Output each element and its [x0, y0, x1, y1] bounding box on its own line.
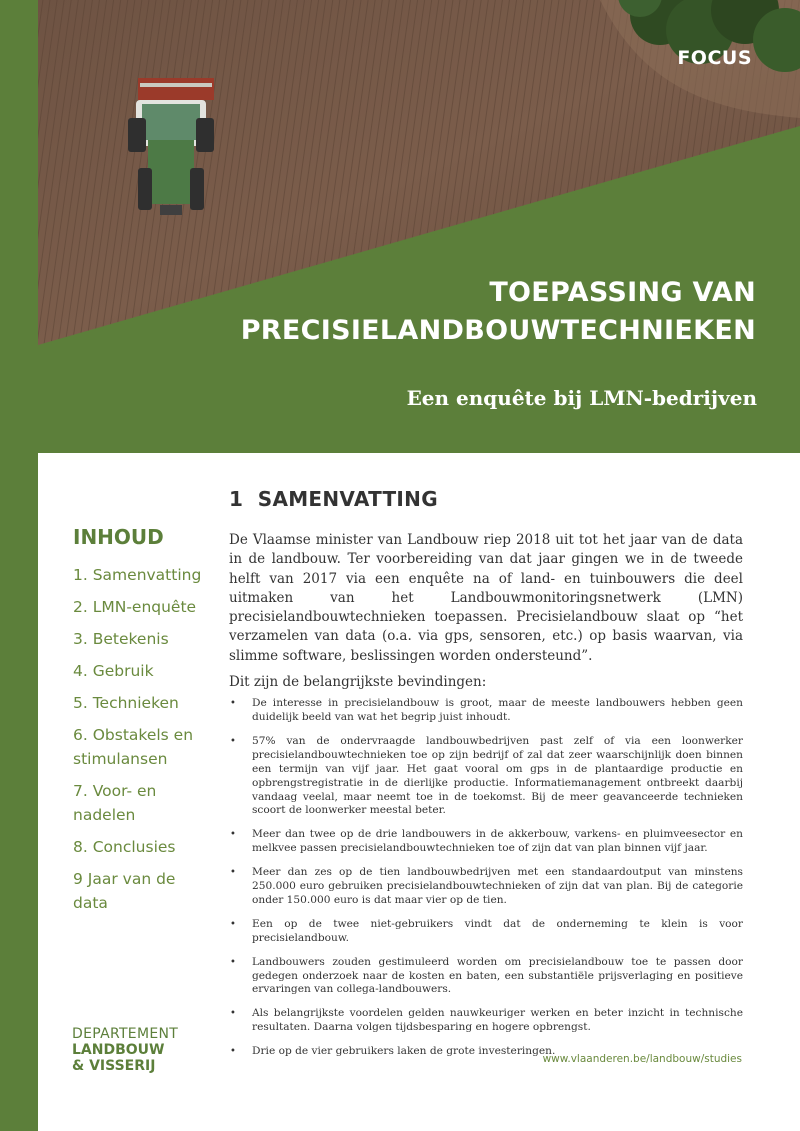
department-line-3: & VISSERIJ [72, 1058, 156, 1074]
toc-title: INHOUD [73, 525, 164, 549]
section-title: SAMENVATTING [257, 487, 438, 511]
page-subtitle: Een enquête bij LMN-bedrijven [406, 386, 757, 410]
toc-list [73, 563, 208, 915]
hero-banner [0, 0, 800, 453]
toc-item-samenvatting[interactable]: 1. Samenvatting [73, 566, 202, 584]
bullet-icon: • [230, 698, 236, 710]
title-line-1: TOEPASSING VAN [489, 277, 756, 308]
toc-item-voor-nadelen[interactable]: 7. Voor- en nadelen [73, 782, 157, 824]
footer-link[interactable]: www.vlaanderen.be/landbouw/studies [542, 1053, 742, 1065]
main-content [229, 487, 743, 1069]
bullet-icon: • [230, 829, 236, 841]
finding-item: • Meer dan twee op de drie landbouwers in de akkerbouw, varkens- en pluimveesector en melkvee passen precisielandbouwtechnieken toe of zijn dat van plan binnen vijf jaar. [230, 828, 743, 855]
page-title [196, 274, 756, 350]
finding-item: • Drie op de vier gebruikers laken de grote investeringen. [230, 1045, 556, 1058]
findings-heading: Dit zijn de belangrijkste bevindingen: [229, 674, 487, 691]
finding-item: • Als belangrijkste voordelen gelden nauwkeuriger werken en beter inzicht in technische resultaten. Daarna volgen tijdsbesparing en hogere opbrengst. [230, 1007, 743, 1034]
title-line-2: PRECISIELANDBOUWTECHNIEKEN [240, 315, 756, 346]
department-line-1: DEPARTEMENT [72, 1026, 179, 1042]
intro-paragraph: De Vlaamse minister van Landbouw riep 2018 uit tot het jaar van de data in de landbouw. Ter voorbereiding van dat jaar gingen we in de tweede helft van 2017 via een enquête na of land- en tuinbouwers die deel uitmaken van het Landbouwmonitoringsnetwerk (LMN) precisielandbouwtechnieken toepassen. Precisielandbouw slaat op “het verzamelen van data (o.a. via gps, sensoren, etc.) op basis waarvan, via slimme software, beslissingen worden ondersteund”. [229, 532, 743, 664]
finding-item: • Meer dan zes op de tien landbouwbedrijven met een standaardoutput van minstens 250.000 euro gebruiken precisielandbouwtechnieken of zijn dat van plan. Bij de categorie onder 150.000 euro is dat maar vier op de tien. [230, 866, 743, 906]
finding-item: • Een op de twee niet-gebruikers vindt dat de onderneming te klein is voor precisielandbouw. [230, 917, 743, 944]
bullet-icon: • [230, 918, 236, 930]
toc-item-technieken[interactable]: 5. Technieken [73, 694, 179, 712]
left-accent-stripe [0, 453, 38, 1131]
findings-list [229, 697, 743, 1059]
toc-item-jaar-van-de-data[interactable]: 9 Jaar van de data [73, 870, 176, 912]
toc-item-conclusies[interactable]: 8. Conclusies [73, 838, 176, 856]
table-of-contents [73, 525, 208, 923]
bullet-icon: • [230, 956, 236, 968]
toc-item-gebruik[interactable]: 4. Gebruik [73, 662, 154, 680]
toc-item-betekenis[interactable]: 3. Betekenis [73, 630, 169, 648]
section-number: 1 [229, 487, 244, 511]
bullet-icon: • [230, 735, 236, 747]
section-heading [229, 487, 743, 511]
toc-item-lmn-enquete[interactable]: 2. LMN-enquête [73, 598, 197, 616]
finding-item: • De interesse in precisielandbouw is groot, maar de meeste landbouwers hebben geen duidelijk beeld van wat het begrip juist inhoudt. [230, 697, 743, 723]
focus-label: FOCUS [677, 47, 752, 69]
finding-item: • Landbouwers zouden gestimuleerd worden om precisielandbouw toe te passen door gedegen onderzoek naar de kosten en baten, een substantiële prijsverlaging en positieve ervaringen van collega-landbouwers. [230, 955, 743, 996]
bullet-icon: • [230, 1046, 236, 1058]
department-line-2: LANDBOUW [72, 1042, 165, 1058]
bullet-icon: • [230, 1008, 236, 1020]
finding-item: • 57% van de ondervraagde landbouwbedrijven past zelf of via een loonwerker precisielandbouwtechnieken toe op zijn bedrijf of zal dat zeer waarschijnlijk doen binnen een termijn van vijf jaar. Het gaat vooral om gps in de plantaardige productie en opbrengstregistratie in de dierlijke productie. Informatiemanagement ontbreekt daarbij vandaag veelal, maar neemt toe in de toekomst. Bij de meer geavanceerde technieken scoort de loonwerker meestal beter. [230, 734, 743, 817]
toc-item-obstakels[interactable]: 6. Obstakels en stimulansen [73, 726, 194, 768]
department-logo [72, 1026, 178, 1074]
bullet-icon: • [230, 867, 236, 879]
